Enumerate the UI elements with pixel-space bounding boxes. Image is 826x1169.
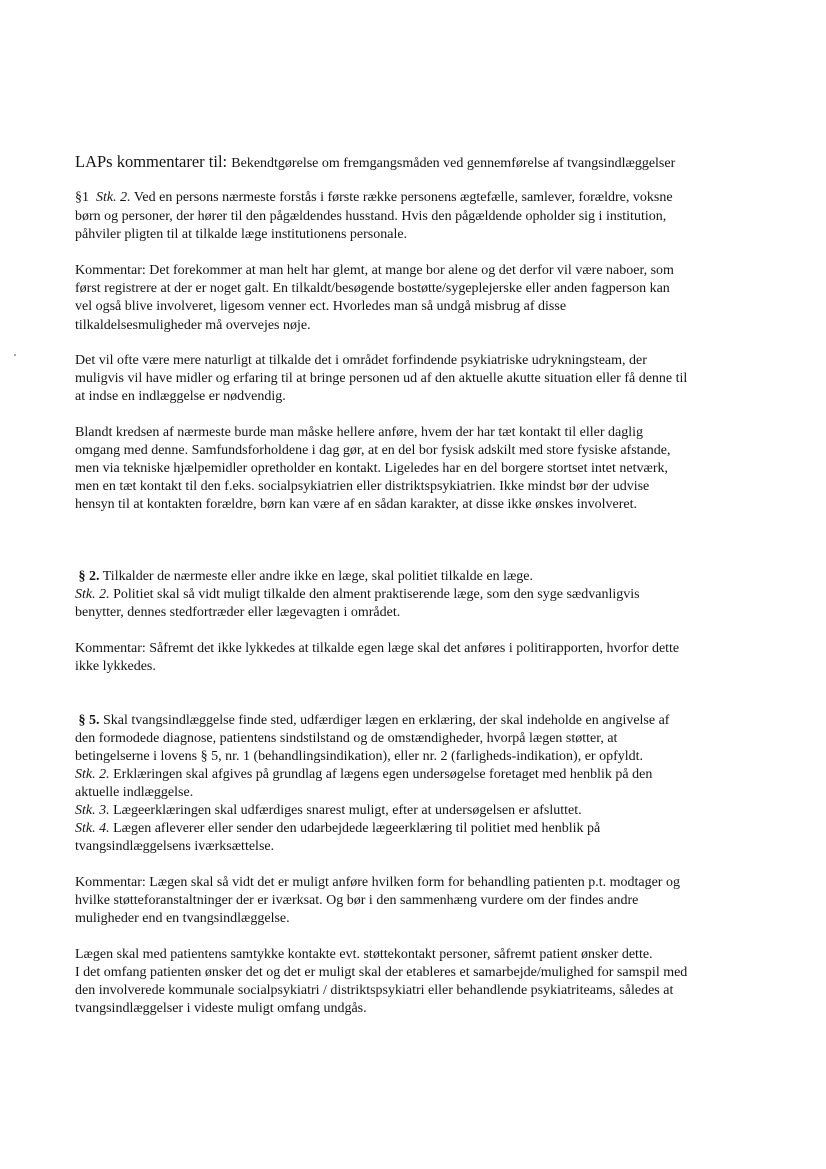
comment-line: Kommentar: Såfremt det ikke lykkedes at tilkalde egen læge skal det anføres i politirapporten, hvorfor dette — [75, 641, 680, 656]
section-5-text: Lægeerklæringen skal udfærdiges snarest muligt, efter at undersøgelsen er afsluttet. — [109, 803, 582, 818]
section-2-line — [75, 569, 795, 585]
section-1-line — [75, 190, 795, 206]
paragraph-line: tvangsindlæggelser i videste muligt omfang undgås. — [75, 1001, 367, 1016]
paragraph-line: Blandt kredsen af nærmeste burde man måske hellere anføre, hvem der har tæt kontakt til eller daglig — [75, 425, 643, 440]
section-5-line: aktuelle indlæggelse. — [75, 785, 194, 800]
section-5-line: betingelserne i lovens § 5, nr. 1 (behandlingsindikation), eller nr. 2 (farligheds-indikation), er opfyldt. — [75, 749, 644, 764]
section-5-line: den formodede diagnose, patientens sindstilstand og de omstændigheder, hvorpå lægen støtter, at — [75, 731, 618, 746]
section-1-mark: §1 — [75, 190, 89, 205]
comment-line: Kommentar: Lægen skal så vidt det er muligt anføre hvilken form for behandling patienten p.t. modtager og — [75, 875, 680, 890]
section-1-text: Ved en persons nærmeste forstås i første række personens ægtefælle, samlever, forældre, voksne — [130, 190, 673, 205]
section-5-line — [75, 821, 795, 837]
comment-line: muligheder end en tvangsindlæggelse. — [75, 911, 290, 926]
scan-speck — [14, 354, 16, 356]
stk-label: Stk. 2. — [96, 190, 131, 205]
paragraph-line: Lægen skal med patientens samtykke kontakte evt. støttekontakt personer, såfremt patient ønsker dette. — [75, 947, 653, 962]
comment-line: Kommentar: Det forekommer at man helt har glemt, at mange bor alene og det derfor vil være naboer, som — [75, 263, 674, 278]
section-2-text: Tilkalder de nærmeste eller andre ikke en læge, skal politiet tilkalde en læge. — [99, 569, 534, 584]
section-5-mark: § 5. — [78, 713, 100, 728]
section-2-line — [75, 587, 795, 603]
paragraph-line: muligvis vil have midler og erfaring til at bringe personen ud af den aktuelle akutte situation eller få denne til — [75, 371, 688, 386]
stk-label: Stk. 4. — [75, 821, 110, 836]
section-5-line — [75, 803, 795, 819]
comment-line: vel også blive involveret, ligesom venner ect. Hvorledes man så undgå misbrug af disse — [75, 299, 567, 314]
document-title — [75, 152, 795, 172]
paragraph-line: men via tekniske hjælpemidler opretholder en kontakt. Ligeledes har en del borgere stortset intet netværk, — [75, 461, 669, 476]
section-5-line — [75, 767, 795, 783]
paragraph-line: Det vil ofte være mere naturligt at tilkalde det i området forfindende psykiatriske udrykningsteam, der — [75, 353, 647, 368]
comment-line: ikke lykkedes. — [75, 659, 156, 674]
title-rest: Bekendtgørelse om fremgangsmåden ved gennemførelse af tvangsindlæggelser — [231, 156, 676, 171]
section-5-text: Skal tvangsindlæggelse finde sted, udfærdiger lægen en erklæring, der skal indeholde en angivelse af — [99, 713, 670, 728]
stk-label: Stk. 2. — [75, 587, 110, 602]
stk-label: Stk. 3. — [75, 803, 110, 818]
comment-line: tilkaldelsesmuligheder må overvejes nøje. — [75, 318, 311, 333]
section-5-line: tvangsindlæggelsens iværksættelse. — [75, 839, 275, 854]
paragraph-line: hensyn til at kontakten forældre, børn kan være af en sådan karakter, at disse ikke ønskes involveret. — [75, 497, 637, 512]
comment-line: først registrere at der er noget galt. En tilkaldt/besøgende bostøtte/sygeplejerske eller anden fagperson kan — [75, 281, 670, 296]
paragraph-line: den involverede kommunale socialpsykiatri / distriktspsykiatri eller behandlende psykiatriteams, således at — [75, 983, 674, 998]
paragraph-line: omgang med denne. Samfundsforholdene i dag gør, at en del bor fysisk adskilt med store fysiske afstande, — [75, 443, 671, 458]
section-5-text: Erklæringen skal afgives på grundlag af lægens egen undersøgelse foretaget med henblik på den — [109, 767, 653, 782]
title-lead: LAPs kommentarer til: — [75, 152, 232, 171]
section-2-line: benytter, dennes stedfortræder eller lægevagten i området. — [75, 605, 401, 620]
section-1-line: børn og personer, der hører til den pågældendes husstand. Hvis den pågældende opholder sig i institution, — [75, 209, 667, 224]
paragraph-line: men en tæt kontakt til den f.eks. socialpsykiatrien eller distriktspsykiatrien. Ikke mindst bør der udvise — [75, 479, 650, 494]
stk-label: Stk. 2. — [75, 767, 110, 782]
section-5-line — [75, 713, 795, 729]
section-1-line: påhviler pligten til at tilkalde læge institutionens personale. — [75, 227, 408, 242]
paragraph-line: I det omfang patienten ønsker det og det er muligt skal der etableres et samarbejde/mulighed for samspil med — [75, 965, 688, 980]
section-2-mark: § 2. — [78, 569, 100, 584]
comment-line: hvilke støtteforanstaltninger der er iværksat. Og bør i den sammenhæng vurdere om der findes andre — [75, 893, 639, 908]
section-5-text: Lægen afleverer eller sender den udarbejdede lægeerklæring til politiet med henblik på — [109, 821, 601, 836]
section-2-text: Politiet skal så vidt muligt tilkalde den alment praktiserende læge, som den syge sædvanligvis — [109, 587, 640, 602]
paragraph-line: at indse en indlæggelse er nødvendig. — [75, 389, 286, 404]
